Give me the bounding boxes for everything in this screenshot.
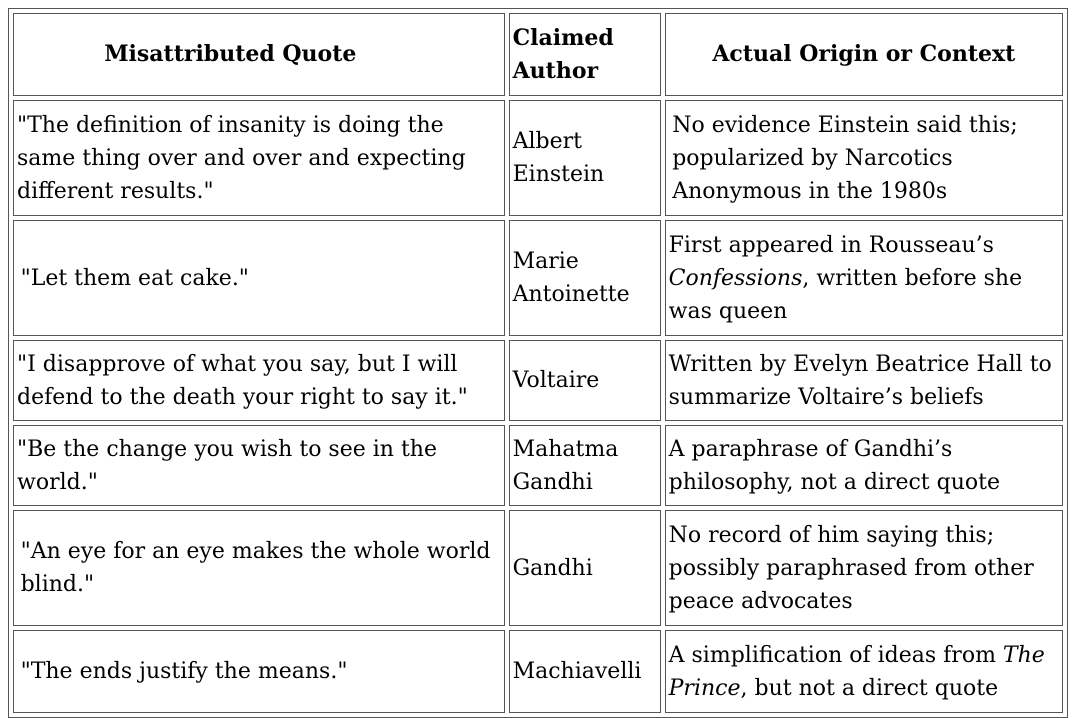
quote-cell: "I disapprove of what you say, but I will defend to the death your right to say it." (13, 340, 505, 421)
origin-text: A simplification of ideas from (668, 642, 1003, 668)
quote-cell: "Be the change you wish to see in the world." (13, 425, 505, 506)
table-row (13, 340, 1063, 421)
origin-cell: A paraphrase of Gandhi’s philosophy, not a direct quote (665, 425, 1063, 506)
author-cell: Albert Einstein (509, 100, 661, 216)
origin-title: Confessions (668, 265, 803, 291)
table-row (13, 510, 1063, 626)
quote-cell: "The ends justify the means." (13, 630, 505, 713)
quote-cell: "Let them eat cake." (13, 220, 505, 336)
origin-cell (665, 630, 1063, 713)
quote-cell: "An eye for an eye makes the whole world blind." (13, 510, 505, 626)
origin-text: First appeared in Rousseau’s (668, 232, 994, 258)
author-cell: Voltaire (509, 340, 661, 421)
table-row (13, 100, 1063, 216)
header-origin: Actual Origin or Context (665, 13, 1063, 96)
origin-cell: Written by Evelyn Beatrice Hall to summarize Voltaire’s beliefs (665, 340, 1063, 421)
misattributed-quotes-table-wrapper (8, 8, 1068, 704)
misattributed-quotes-table (8, 8, 1068, 718)
origin-text: , written before she was queen (668, 265, 1023, 324)
author-cell: Gandhi (509, 510, 661, 626)
header-author: Claimed Author (509, 13, 661, 96)
origin-cell: No record of him saying this; possibly paraphrased from other peace advocates (665, 510, 1063, 626)
table-row (13, 425, 1063, 506)
table-row (13, 630, 1063, 713)
origin-title: The Prince (668, 642, 1045, 701)
origin-cell: No evidence Einstein said this; popularized by Narcotics Anonymous in the 1980s (665, 100, 1063, 216)
header-quote: Misattributed Quote (13, 13, 505, 96)
quote-cell: "The definition of insanity is doing the same thing over and over and expecting different results." (13, 100, 505, 216)
table-row (13, 220, 1063, 336)
author-cell: Marie Antoinette (509, 220, 661, 336)
header-row (13, 13, 1063, 96)
origin-text: , but not a direct quote (740, 675, 999, 701)
author-cell: Machiavelli (509, 630, 661, 713)
origin-cell (665, 220, 1063, 336)
author-cell: Mahatma Gandhi (509, 425, 661, 506)
